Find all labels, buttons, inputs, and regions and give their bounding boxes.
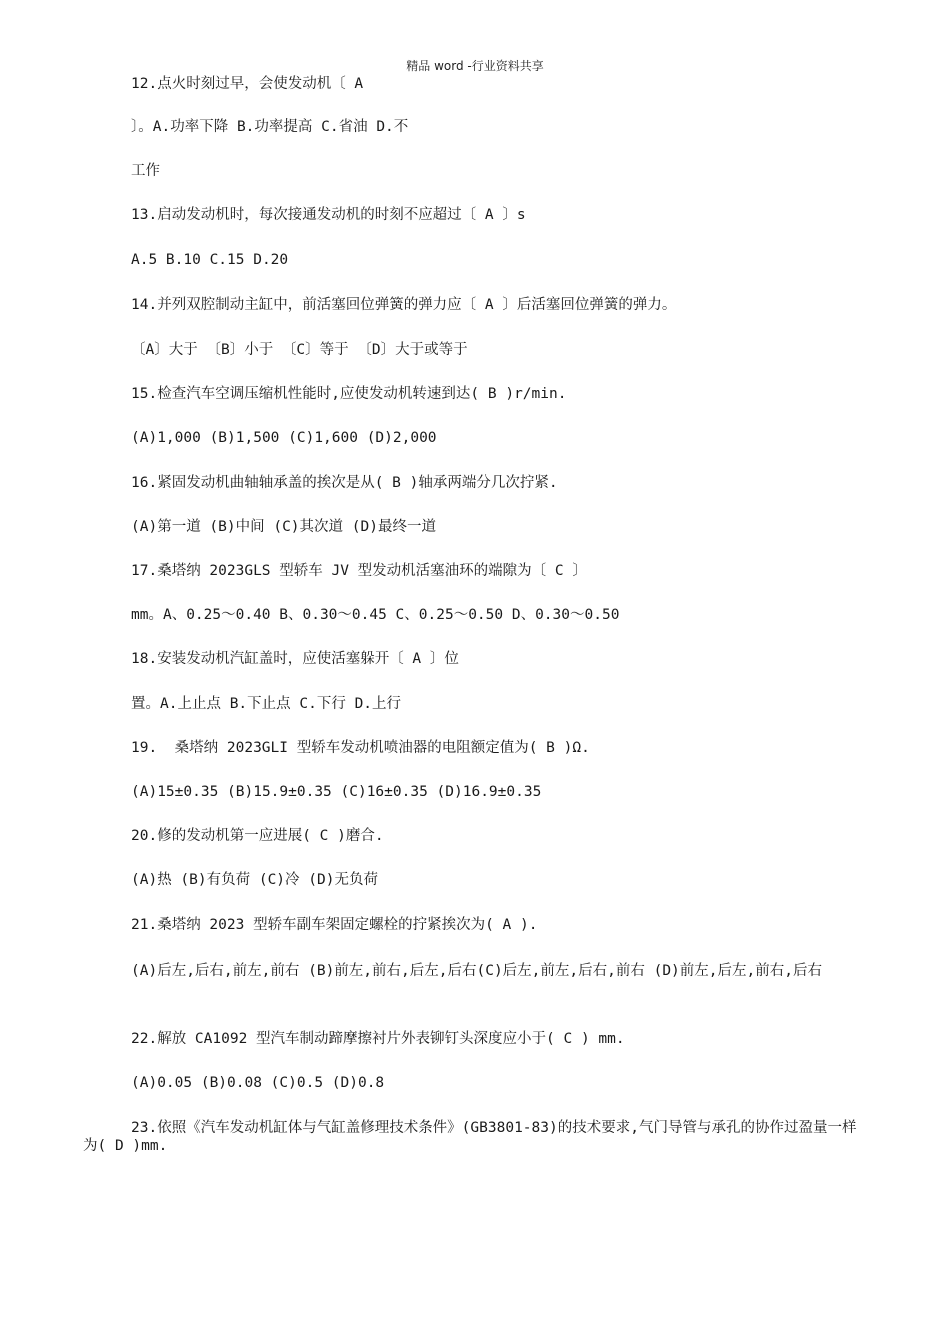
q19-text: 19. 桑塔纳 2023GLI 型轿车发动机喷油器的电阻额定值为( B )Ω. xyxy=(131,740,590,756)
q22-options: (A)0.05 (B)0.08 (C)0.5 (D)0.8 xyxy=(131,1075,385,1091)
q12-text: 12.点火时刻过早，会使发动机〔 A xyxy=(131,76,364,92)
q23-text: 23.依照《汽车发动机缸体与气缸盖修理技术条件》(GB3801-83)的技术要求,气门导管与承孔的协作过盈量一样为( D )mm. xyxy=(83,1120,857,1154)
q12-options-cont: 工作 xyxy=(131,163,160,179)
q12-options: 〕。A.功率下降 B.功率提高 C.省油 D.不 xyxy=(131,119,409,135)
q14-text: 14.并列双腔制动主缸中，前活塞回位弹簧的弹力应〔 A 〕后活塞回位弹簧的弹力。 xyxy=(131,297,677,313)
q15-options: (A)1,000 (B)1,500 (C)1,600 (D)2,000 xyxy=(131,430,437,446)
q21-options: (A)后左,后右,前左,前右 (B)前左,前右,后左,后右(C)后左,前左,后右,前右 (D)前左,后左,前右,后右 xyxy=(131,963,822,979)
q18-options: 置。A.上止点 B.下止点 C.下行 D.上行 xyxy=(131,696,402,712)
q19-options: (A)15±0.35 (B)15.9±0.35 (C)16±0.35 (D)16.9±0.35 xyxy=(131,784,542,800)
q18-text: 18.安装发动机汽缸盖时，应使活塞躲开〔 A 〕位 xyxy=(131,651,459,667)
q22-text: 22.解放 CA1092 型汽车制动蹄摩擦衬片外表铆钉头深度应小于( C ) mm. xyxy=(131,1031,625,1047)
q16-text: 16.紧固发动机曲轴轴承盖的挨次是从( B )轴承两端分几次拧紧. xyxy=(131,475,558,491)
q21-text: 21.桑塔纳 2023 型轿车副车架固定螺栓的拧紧挨次为( A ). xyxy=(131,917,538,933)
q17-text: 17.桑塔纳 2023GLS 型轿车 JV 型发动机活塞油环的端隙为〔 C 〕 xyxy=(131,563,587,579)
q16-options: (A)第一道 (B)中间 (C)其次道 (D)最终一道 xyxy=(131,519,436,535)
q20-text: 20.修的发动机第一应进展( C )磨合. xyxy=(131,828,384,844)
q14-options: 〔A〕大于 〔B〕小于 〔C〕等于 〔D〕大于或等于 xyxy=(131,342,468,358)
q17-options: mm。A、0.25～0.40 B、0.30～0.45 C、0.25～0.50 D、0.30～0.50 xyxy=(131,607,620,623)
page-header: 精品 word -行业资料共享 xyxy=(406,59,544,73)
q13-options: A.5 B.10 C.15 D.20 xyxy=(131,252,289,268)
q13-text: 13.启动发动机时，每次接通发动机的时刻不应超过〔 A 〕s xyxy=(131,207,526,223)
q15-text: 15.检查汽车空调压缩机性能时,应使发动机转速到达( B )r/min. xyxy=(131,386,567,402)
q20-options: (A)热 (B)有负荷 (C)冷 (D)无负荷 xyxy=(131,872,378,888)
